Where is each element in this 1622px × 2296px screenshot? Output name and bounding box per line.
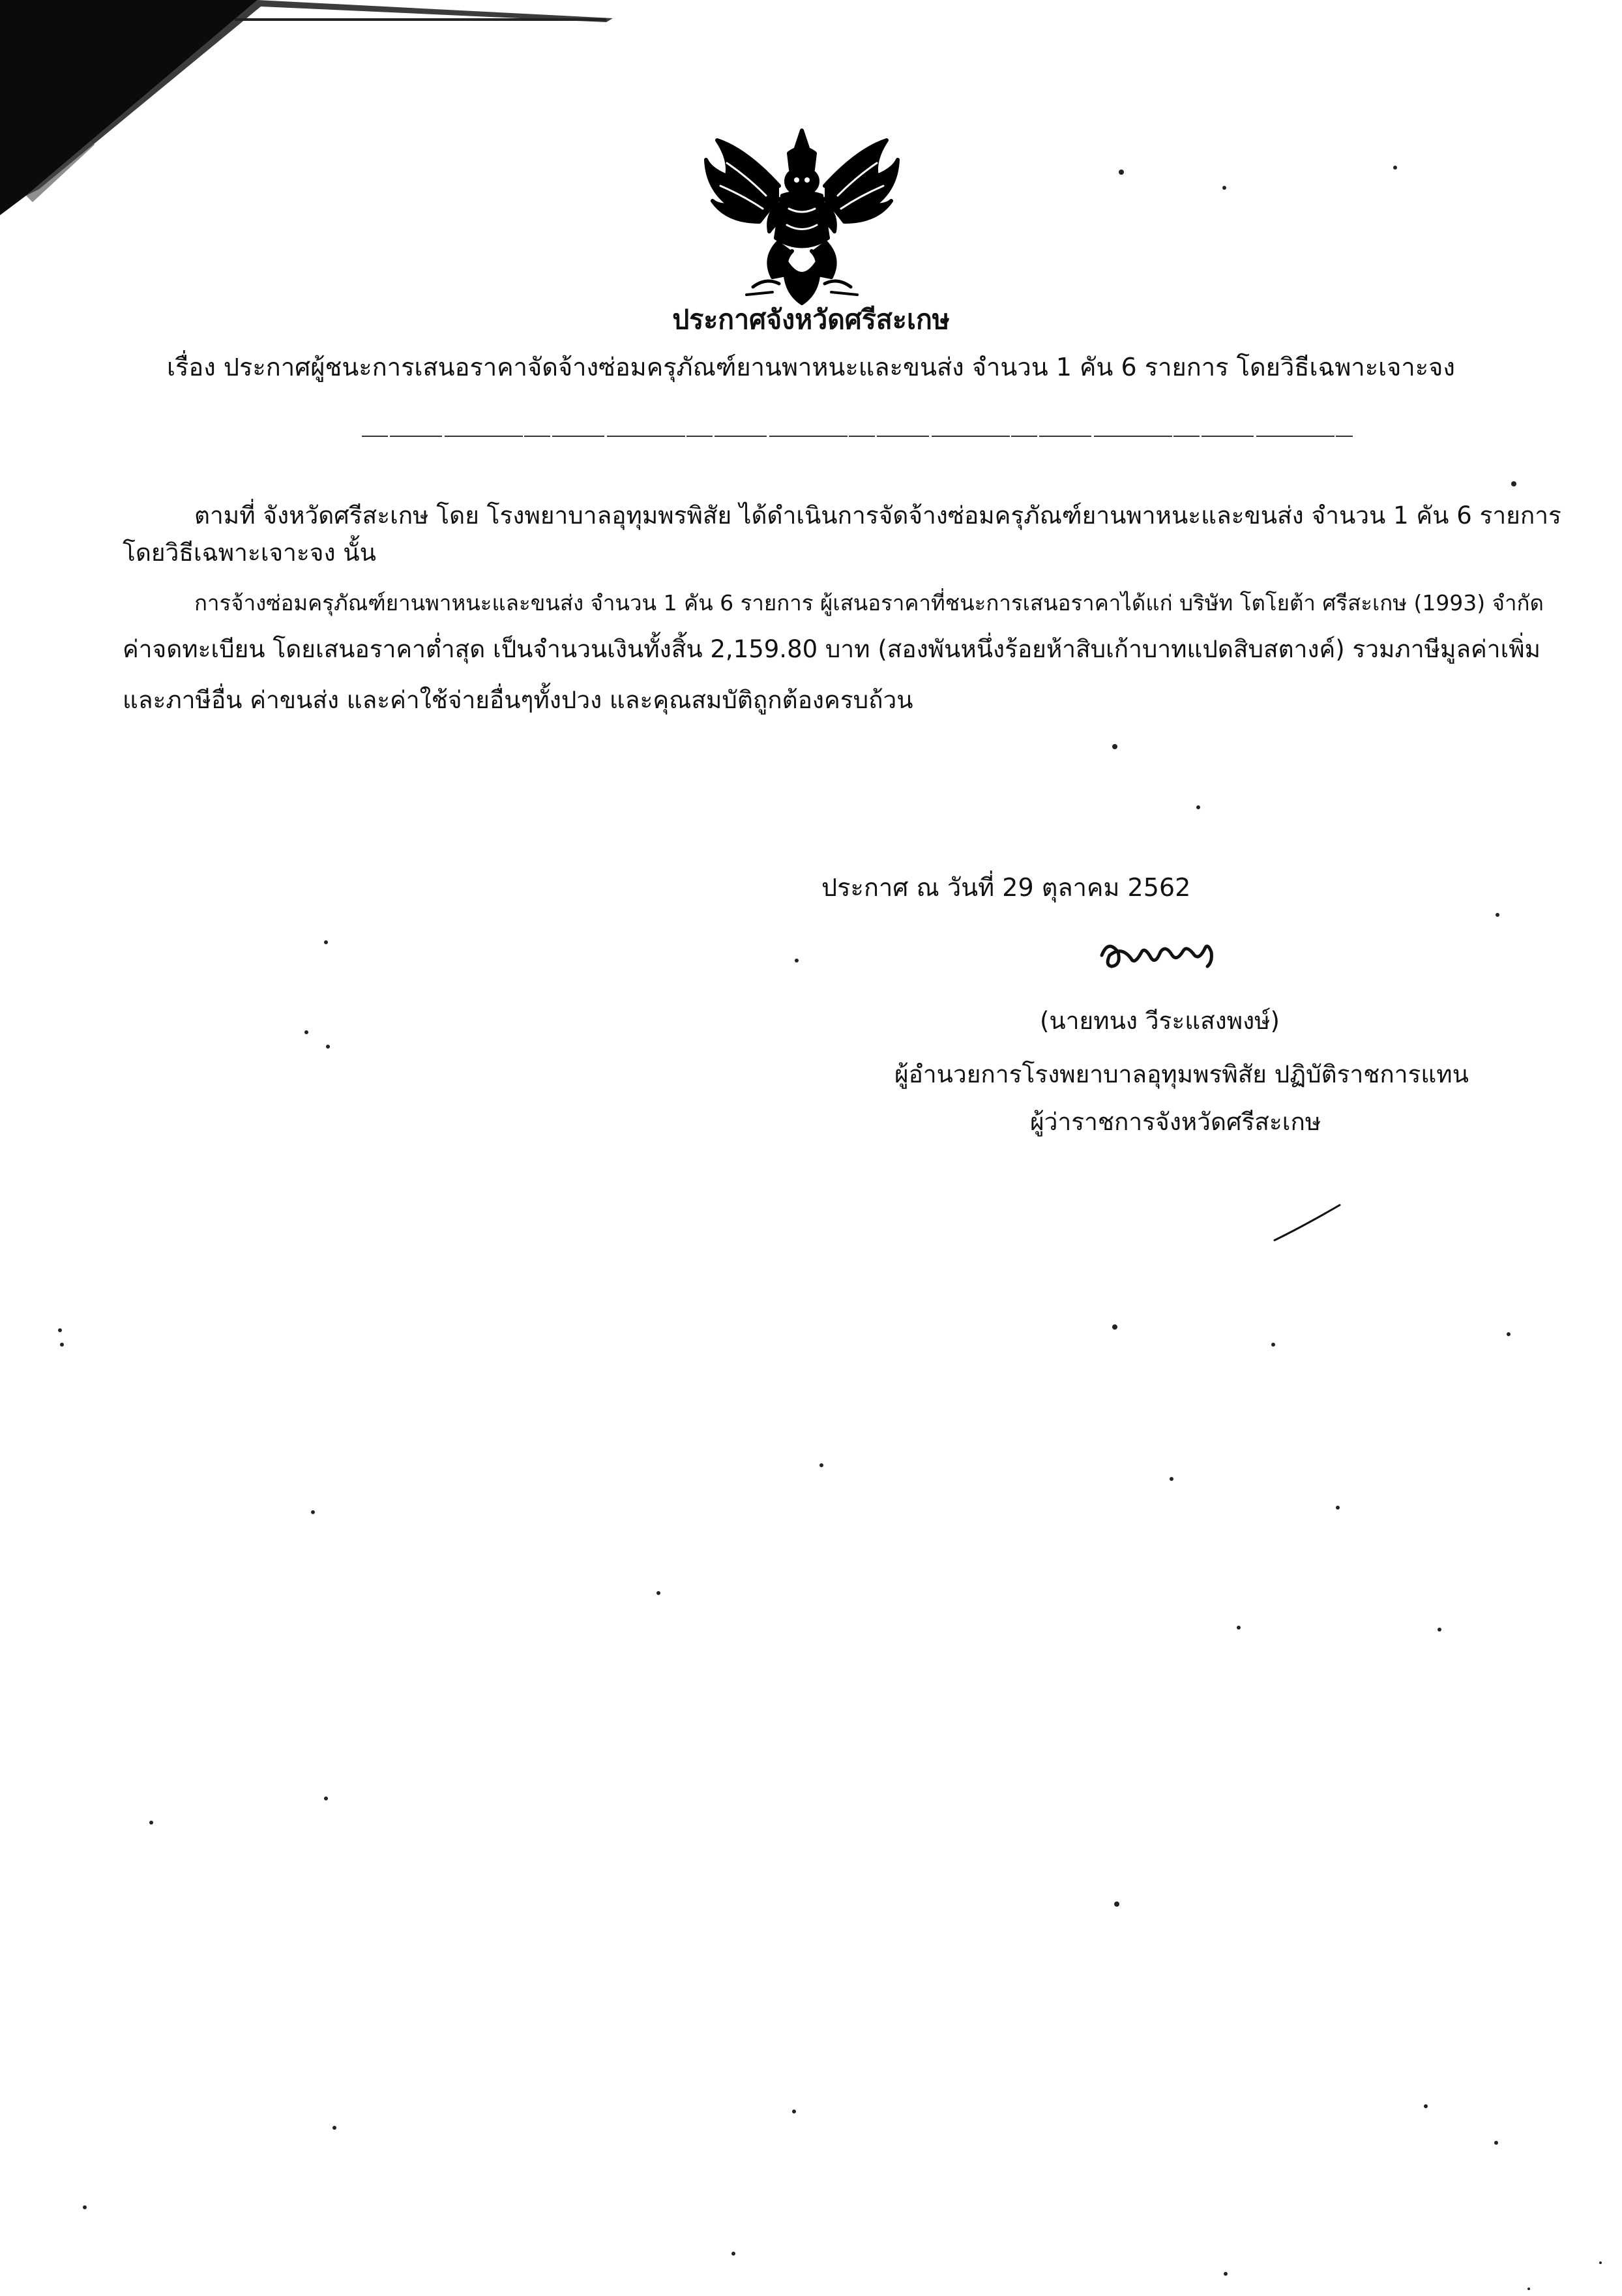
signatory-position-line-2: ผู้ว่าราชการจังหวัดศรีสะเกษ [1030,1108,1321,1136]
body-paragraph-2-line-2: ค่าจดทะเบียน โดยเสนอราคาต่ำสุด เป็นจำนวนเงินทั้งสิ้น 2,159.80 บาท (สองพันหนึ่งร้อยห้าสิบเก้าบาทแปดสิบสตางค์) รวมภาษีมูลค่าเพิ่ม [123,635,1541,663]
document-title: ประกาศจังหวัดศรีสะเกษ [672,304,950,335]
signatory-name: (นายทนง วีระแสงพงษ์) [1040,1007,1280,1035]
body-paragraph-1-line-1: ตามที่ จังหวัดศรีสะเกษ โดย โรงพยาบาลอุทุมพรพิสัย ได้ดำเนินการจัดจ้างซ่อมครุภัณฑ์ยานพาหนะและขนส่ง จำนวน 1 คัน 6 รายการ [194,501,1561,529]
garuda-emblem-icon [701,124,903,310]
header-divider [362,433,1353,440]
scan-corner-shadow [0,0,626,248]
body-paragraph-2-line-1: การจ้างซ่อมครุภัณฑ์ยานพาหนะและขนส่ง จำนวน 1 คัน 6 รายการ ผู้เสนอราคาที่ชนะการเสนอราคาได้แก่ บริษัท โตโยต้า ศรีสะเกษ (1993) จำกัด [194,590,1544,616]
announcement-dateline: ประกาศ ณ วันที่ 29 ตุลาคม 2562 [821,873,1191,902]
body-paragraph-2-line-3: และภาษีอื่น ค่าขนส่ง และค่าใช้จ่ายอื่นๆทั้งปวง และคุณสมบัติถูกต้องครบถ้วน [123,686,913,714]
handwritten-signature [1095,926,1245,978]
body-paragraph-1-line-2: โดยวิธีเฉพาะเจาะจง นั้น [123,539,376,567]
document-subject: เรื่อง ประกาศผู้ชนะการเสนอราคาจัดจ้างซ่อมครุภัณฑ์ยานพาหนะและขนส่ง จำนวน 1 คัน 6 รายการ โดยวิธีเฉพาะเจาะจง [167,353,1455,381]
signatory-position-line-1: ผู้อำนวยการโรงพยาบาลอุทุมพรพิสัย ปฏิบัติราชการแทน [894,1060,1469,1088]
pen-stroke-mark [1271,1200,1343,1245]
